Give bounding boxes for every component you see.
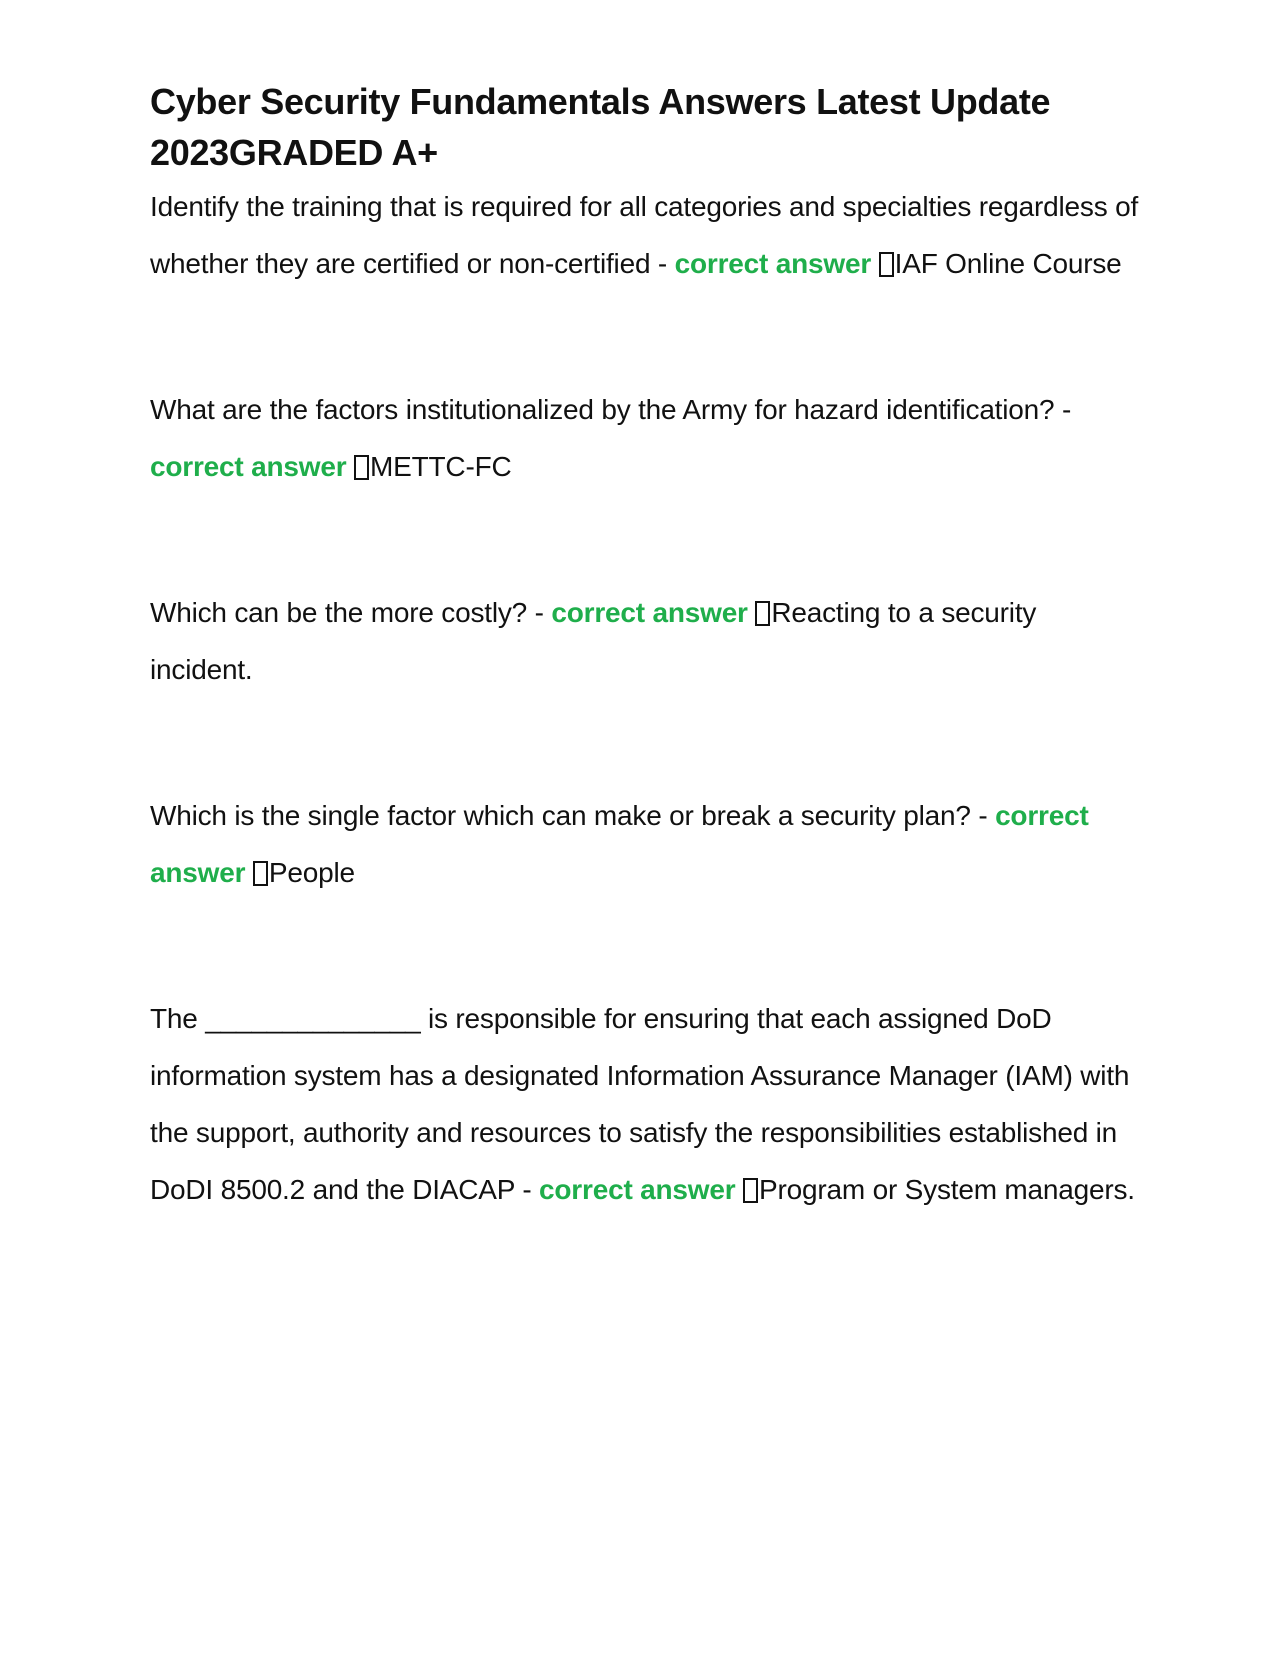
separator: -: [514, 1174, 540, 1205]
correct-answer-label: correct answer: [150, 800, 1089, 888]
qa-item: [150, 787, 1140, 901]
separator: -: [970, 800, 996, 831]
question-text: Which can be the more costly?: [150, 597, 528, 628]
qa-item: [150, 381, 1140, 495]
qa-item: [150, 178, 1140, 292]
separator: -: [527, 597, 552, 628]
answer-text: Reacting to a security incident.: [150, 597, 1037, 685]
answer-text: IAF Online Course: [894, 248, 1122, 279]
correct-answer-label: correct answer: [539, 1174, 736, 1205]
answer-text: METTC-FC: [370, 451, 512, 482]
correct-answer-label: correct answer: [551, 597, 748, 628]
document-title: Cyber Security Fundamentals Answers Latest Update 2023GRADED A+: [150, 81, 1051, 173]
qa-item: [150, 584, 1140, 698]
question-text: What are the factors institutionalized by the Army for hazard identification?: [150, 394, 1055, 425]
missing-glyph-icon: [743, 1178, 758, 1203]
correct-answer-label: correct answer: [150, 451, 347, 482]
answer-text: People: [268, 857, 355, 888]
separator: -: [1054, 394, 1072, 425]
answer-text: Program or System managers.: [759, 1174, 1135, 1205]
missing-glyph-icon: [755, 601, 770, 626]
separator: -: [650, 248, 675, 279]
question-text: Identify the training that is required for all categories and specialties regardless of whether they are certified or non-certified: [150, 191, 1139, 279]
qa-item: [150, 990, 1140, 1218]
correct-answer-label: correct answer: [674, 248, 872, 279]
question-text: The ______________ is responsible for ensuring that each assigned DoD information system has a designated Information Assurance Manager (IAM) with the support, authority and resources to satisfy the responsibilities established in DoDI 8500.2 and the DIACAP: [150, 1003, 1130, 1205]
missing-glyph-icon: [354, 455, 369, 480]
missing-glyph-icon: [879, 252, 894, 277]
missing-glyph-icon: [253, 861, 268, 886]
question-text: Which is the single factor which can make or break a security plan?: [150, 800, 971, 831]
document-page: [150, 76, 1140, 1218]
